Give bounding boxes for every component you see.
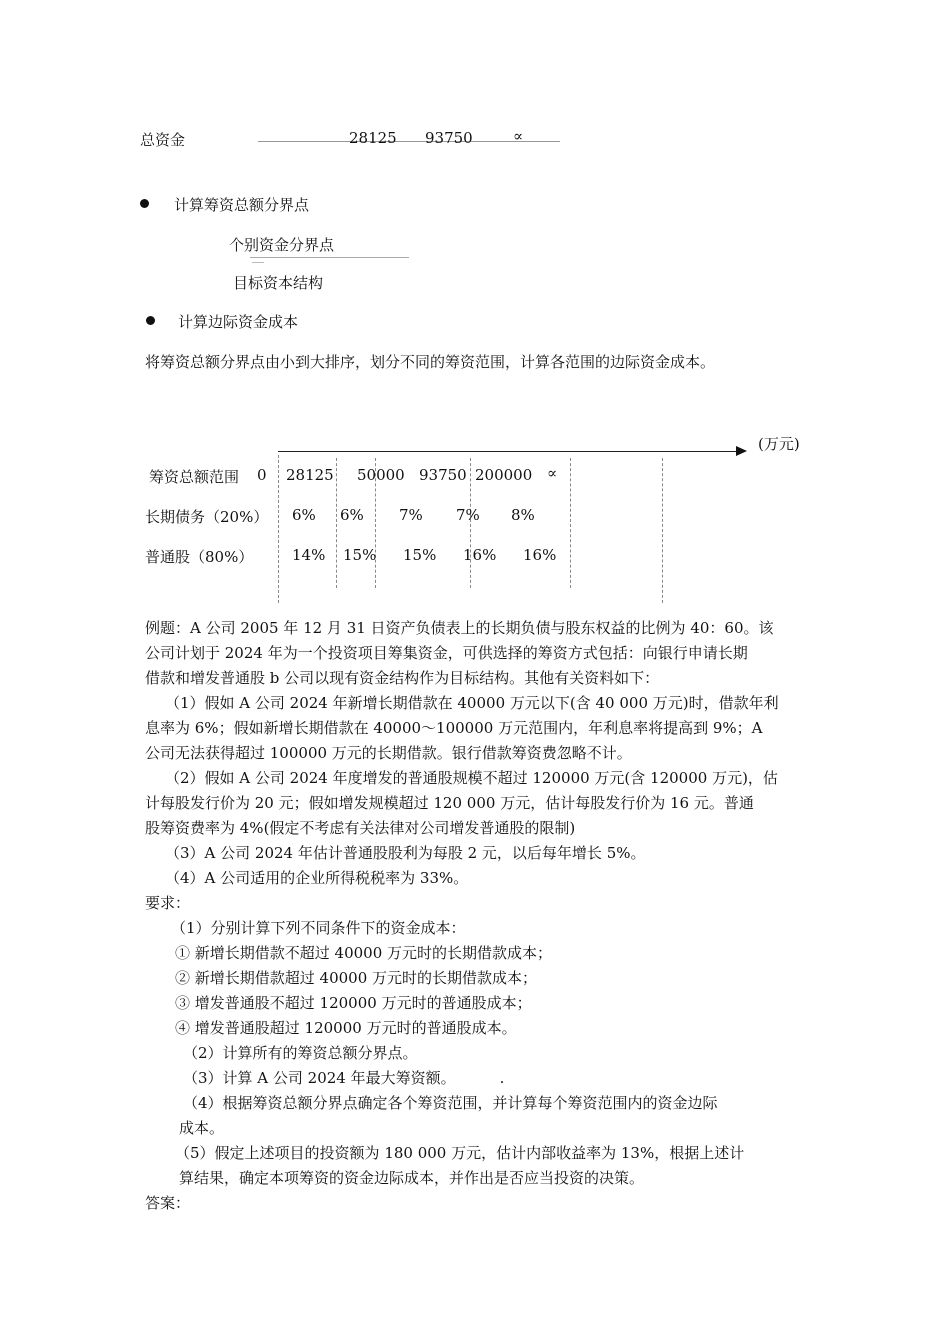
item2-line: 股筹资费率为 4%(假定不考虑有关法律对公司增发普通股的限制): [145, 819, 576, 837]
top-value-1: 28125: [349, 129, 397, 147]
req1-subitem: ④ 增发普通股超过 120000 万元时的普通股成本。: [175, 1019, 517, 1037]
top-value-2: 93750: [425, 129, 473, 147]
debt-cost-cell: 6%: [292, 506, 316, 524]
requirements-title: 要求：: [145, 894, 191, 912]
item2-line: 计每股发行价为 20 元；假如增发规模超过 120 000 万元，估计每股发行价为 16 元。普通: [145, 794, 754, 812]
item2-line: （2）假如 A 公司 2024 年度增发的普通股规模不超过 120000 万元(含 120000 万元)，估: [165, 769, 778, 787]
example-intro-line: 公司计划于 2024 年为一个投资项目筹集资金，可供选择的筹资方式包括：向银行申请长期: [145, 644, 748, 662]
equity-cost-cell: 16%: [523, 546, 557, 564]
fraction-denominator: 目标资本结构: [233, 274, 324, 292]
answer-label: 答案：: [145, 1194, 191, 1212]
debt-cost-cell: 7%: [399, 506, 423, 524]
range-divider: [570, 458, 571, 588]
debt-cost-cell: 7%: [456, 506, 480, 524]
bullet-heading-marginal-cost: 计算边际资金成本: [178, 313, 299, 331]
row-label-debt: 长期债务（20%）: [145, 508, 269, 526]
axis-arrow-icon: [736, 445, 748, 457]
range-divider: [278, 455, 279, 603]
row-label-equity: 普通股（80%）: [145, 548, 254, 566]
equity-cost-cell: 16%: [463, 546, 497, 564]
bullet-icon: [146, 316, 155, 325]
total-capital-label: 总资金: [140, 131, 186, 149]
fraction-numerator: 个别资金分界点: [229, 236, 335, 254]
req3-dot: .: [499, 1069, 505, 1087]
debt-cost-cell: 6%: [340, 506, 364, 524]
example-intro-line: 借款和增发普通股 b 公司以现有资金结构作为目标结构。其他有关资料如下：: [145, 669, 660, 687]
req3-text: （3）计算 A 公司 2024 年最大筹资额。: [183, 1069, 456, 1087]
item3-line: （3）A 公司 2024 年估计普通股股利为每股 2 元，以后每年增长 5%。: [165, 844, 646, 862]
req5-line: （5）假定上述项目的投资额为 180 000 万元，估计内部收益率为 13%，根据上述计: [175, 1144, 745, 1162]
range-cell: 28125: [286, 466, 334, 484]
range-cell: 0: [257, 466, 267, 484]
item4-line: （4）A 公司适用的企业所得税税率为 33%。: [165, 869, 469, 887]
req4-line: （4）根据筹资总额分界点确定各个筹资范围，并计算每个筹资范围内的资金边际: [183, 1094, 718, 1112]
req1-line: （1）分别计算下列不同条件下的资金成本：: [171, 919, 466, 937]
bullet-icon: [140, 199, 149, 208]
range-cell: 50000: [357, 466, 405, 484]
example-body: [145, 616, 807, 1216]
debt-cost-cell: 8%: [511, 506, 535, 524]
req1-subitem: ③ 增发普通股不超过 120000 万元时的普通股成本；: [175, 994, 532, 1012]
fraction-bar: [250, 257, 409, 258]
range-cell: ∝: [547, 464, 558, 482]
range-cell: 93750: [419, 466, 467, 484]
row-label-range: 筹资总额范围: [149, 468, 240, 486]
range-divider: [662, 458, 663, 603]
req4-line: 成本。: [179, 1119, 225, 1137]
item1-line: （1）假如 A 公司 2024 年新增长期借款在 40000 万元以下(含 40 000 万元)时，借款年利: [165, 694, 779, 712]
example-intro-line: 例题：A 公司 2005 年 12 月 31 日资产负债表上的长期负债与股东权益的比例为 40：60。该: [145, 619, 774, 637]
req5-line: 算结果，确定本项筹资的资金边际成本，并作出是否应当投资的决策。: [179, 1169, 645, 1187]
item1-line: 公司无法获得超过 100000 万元的长期借款。银行借款筹资费忽略不计。: [145, 744, 632, 762]
top-value-infinity: ∝: [513, 127, 524, 145]
axis-line: [278, 451, 740, 452]
sorting-note: 将筹资总额分界点由小到大排序，划分不同的筹资范围，计算各范围的边际资金成本。: [145, 353, 716, 371]
req2-line: （2）计算所有的筹资总额分界点。: [183, 1044, 418, 1062]
req3-line: [145, 1066, 807, 1091]
equity-cost-cell: 15%: [343, 546, 377, 564]
req1-subitem: ② 新增长期借款超过 40000 万元时的长期借款成本；: [175, 969, 538, 987]
range-divider: [336, 458, 337, 588]
bullet-heading-breakpoint: 计算筹资总额分界点: [174, 196, 310, 214]
equity-cost-cell: 15%: [403, 546, 437, 564]
equity-cost-cell: 14%: [292, 546, 326, 564]
req1-subitem: ① 新增长期借款不超过 40000 万元时的长期借款成本；: [175, 944, 553, 962]
fraction-equals-mark: [252, 262, 264, 263]
unit-label: (万元): [758, 435, 800, 453]
range-cell: 200000: [475, 466, 533, 484]
item1-line: 息率为 6%；假如新增长期借款在 40000～100000 万元范围内，年利息率将提高到 9%；A: [145, 719, 763, 737]
